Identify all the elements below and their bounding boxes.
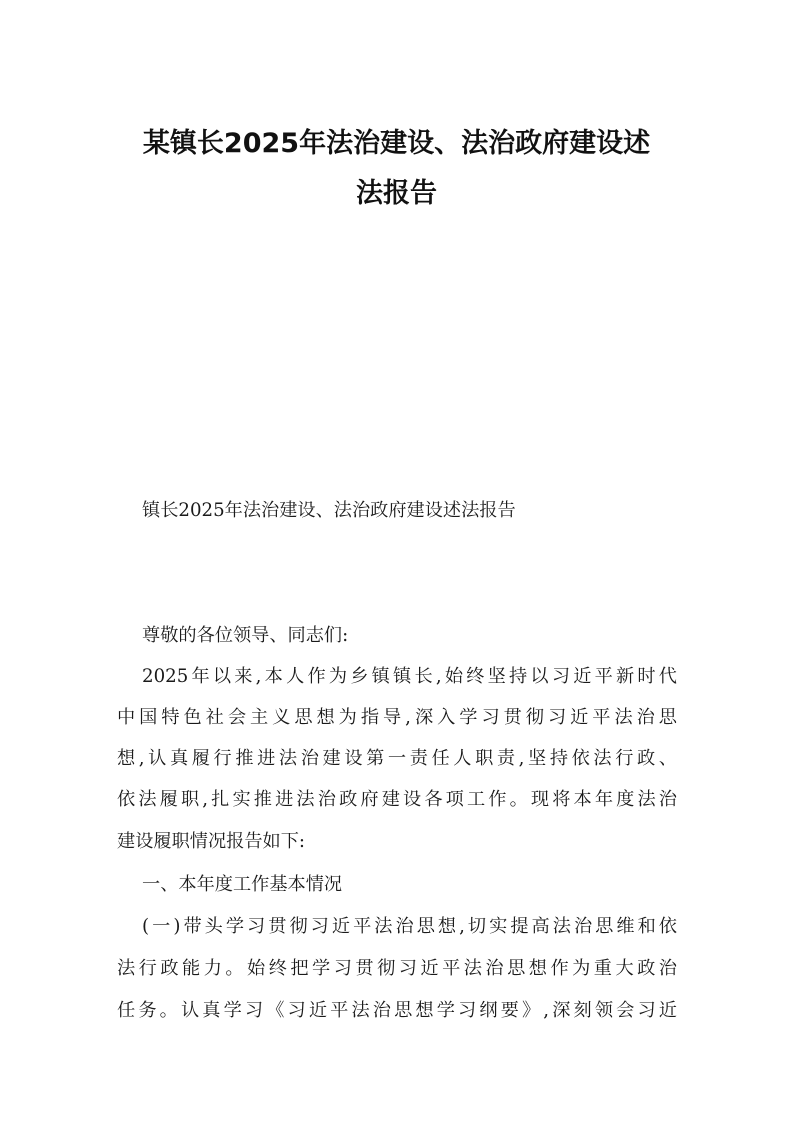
paragraph-1-line-5: 建设履职情况报告如下:	[117, 831, 306, 852]
paragraph-1-line-2: 中国特色社会主义思想为指导,深入学习贯彻习近平法治思	[117, 707, 677, 728]
document-subtitle: 镇长2025年法治建设、法治政府建设述法报告	[142, 500, 516, 521]
paragraph-1-line-1: 2025年以来,本人作为乡镇镇长,始终坚持以习近平新时代	[142, 666, 677, 687]
document-title-line-2: 法报告	[356, 178, 437, 209]
paragraph-2-line-3: 任务。认真学习《习近平法治思想学习纲要》,深刻领会习近	[117, 1000, 677, 1021]
paragraph-1-line-4: 依法履职,扎实推进法治政府建设各项工作。现将本年度法治	[117, 789, 677, 810]
salutation: 尊敬的各位领导、同志们:	[142, 625, 349, 646]
paragraph-2-line-1: (一)带头学习贯彻习近平法治思想,切实提高法治思维和依	[142, 916, 677, 937]
paragraph-1-line-3: 想,认真履行推进法治建设第一责任人职责,坚持依法行政、	[117, 748, 677, 769]
paragraph-2-line-2: 法行政能力。始终把学习贯彻习近平法治思想作为重大政治	[117, 958, 677, 979]
section-1-heading: 一、本年度工作基本情况	[142, 874, 343, 895]
document-title-line-1: 某镇长2025年法治建设、法治政府建设述	[142, 128, 651, 159]
